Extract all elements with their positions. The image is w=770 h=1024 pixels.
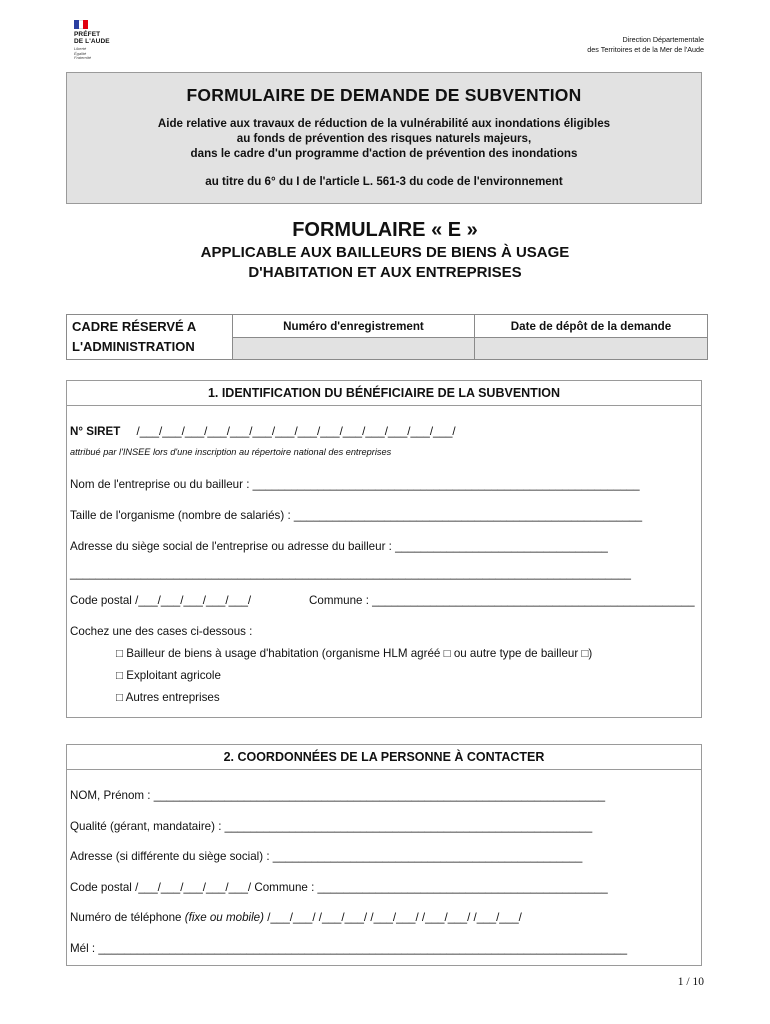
contact-role-field[interactable]: Qualité (gérant, mandataire) : _________________________________________________________ (70, 820, 593, 833)
header-sub-line-2: au fonds de prévention des risques naturels majeurs, (236, 132, 532, 145)
contact-postal-commune-field[interactable]: Code postal /___/___/___/___/___/ Commune : _____________________________________________ (70, 881, 608, 894)
direction-header (587, 35, 704, 55)
deposit-date-field[interactable] (475, 338, 708, 360)
company-name-field[interactable]: Nom de l'entreprise ou du bailleur : ____________________________________________________________ (70, 478, 640, 491)
contact-address-field[interactable]: Adresse (si différente du siège social) : ________________________________________________ (70, 850, 583, 863)
header-box (66, 72, 702, 204)
section-2-heading: 2. COORDONNÉES DE LA PERSONNE À CONTACTER (67, 745, 701, 770)
head-office-address-field[interactable]: Adresse du siège social de l'entreprise ou adresse du bailleur : _________________________________ (70, 540, 608, 553)
organization-size-field[interactable]: Taille de l'organisme (nombre de salariés) : ______________________________________________________ (70, 509, 643, 522)
admin-label-line-1: CADRE RÉSERVÉ A (72, 319, 197, 334)
checkbox-farmer[interactable]: □ Exploitant agricole (116, 669, 221, 682)
form-title: FORMULAIRE « E » (292, 219, 478, 241)
form-subtitle (0, 243, 770, 283)
direction-line-2: des Territoires et de la Mer de l'Aude (587, 45, 704, 54)
siret-label: N° SIRET (70, 425, 121, 438)
marianne-flag-icon (74, 20, 88, 29)
section-1-heading: 1. IDENTIFICATION DU BÉNÉFICIAIRE DE LA SUBVENTION (67, 381, 701, 406)
siret-field[interactable]: /___/___/___/___/___/___/___/___/___/___/___/___/___/___/ (136, 425, 456, 438)
deposit-date-header: Date de dépôt de la demande (475, 315, 708, 338)
section-contact (66, 744, 702, 966)
postal-code-field[interactable]: Code postal /___/___/___/___/___/ (70, 594, 252, 607)
siret-note: attribué par l'INSEE lors d'une inscription au répertoire national des entreprises (70, 447, 392, 457)
check-instruction: Cochez une des cases ci-dessous : (70, 625, 253, 638)
document-title: FORMULAIRE DE DEMANDE DE SUBVENTION (186, 85, 582, 105)
header-legal-reference: au titre du 6° du I de l'article L. 561-3 du code de l'environnement (205, 175, 563, 188)
admin-reserved-table (66, 314, 708, 360)
direction-line-1: Direction Départementale (622, 35, 704, 44)
header-subtitle (67, 116, 701, 161)
page-number: 1 / 10 (677, 976, 704, 988)
phone-label-hint: (fixe ou mobile) (184, 911, 264, 924)
commune-field[interactable]: Commune : __________________________________________________ (309, 594, 695, 607)
registration-number-field[interactable] (233, 338, 475, 360)
registration-number-header: Numéro d'enregistrement (233, 315, 475, 338)
checkbox-landlord[interactable]: □ Bailleur de biens à usage d'habitation (organisme HLM agréé □ ou autre type de bailleur □) (116, 647, 593, 660)
section-identification (66, 380, 702, 718)
admin-reserved-label (67, 315, 233, 360)
form-subtitle-line-2: D'HABITATION ET AUX ENTREPRISES (248, 264, 522, 281)
form-subtitle-line-1: APPLICABLE AUX BAILLEURS DE BIENS À USAGE (200, 244, 570, 261)
phone-label: Numéro de téléphone (70, 911, 185, 924)
contact-name-field[interactable]: NOM, Prénom : ______________________________________________________________________ (70, 789, 606, 802)
logo-motto: Liberté Égalité Fraternité (74, 46, 92, 60)
checkbox-other-companies[interactable]: □ Autres entreprises (116, 691, 220, 704)
header-sub-line-3: dans le cadre d'un programme d'action de prévention des inondations (190, 147, 578, 160)
head-office-address-line-2[interactable]: _______________________________________________________________________________________ (70, 567, 631, 580)
email-field[interactable]: Mél : __________________________________________________________________________________ (70, 942, 628, 955)
phone-row (70, 911, 522, 924)
admin-label-line-2: L'ADMINISTRATION (72, 339, 195, 354)
phone-field[interactable]: /___/___/ /___/___/ /___/___/ /___/___/ /___/___/ (264, 911, 522, 924)
siret-row (70, 425, 456, 438)
prefet-logo (72, 20, 132, 62)
logo-prefet-name: PRÉFET DE L'AUDE (74, 31, 110, 45)
header-sub-line-1: Aide relative aux travaux de réduction de la vulnérabilité aux inondations éligibles (157, 117, 611, 130)
